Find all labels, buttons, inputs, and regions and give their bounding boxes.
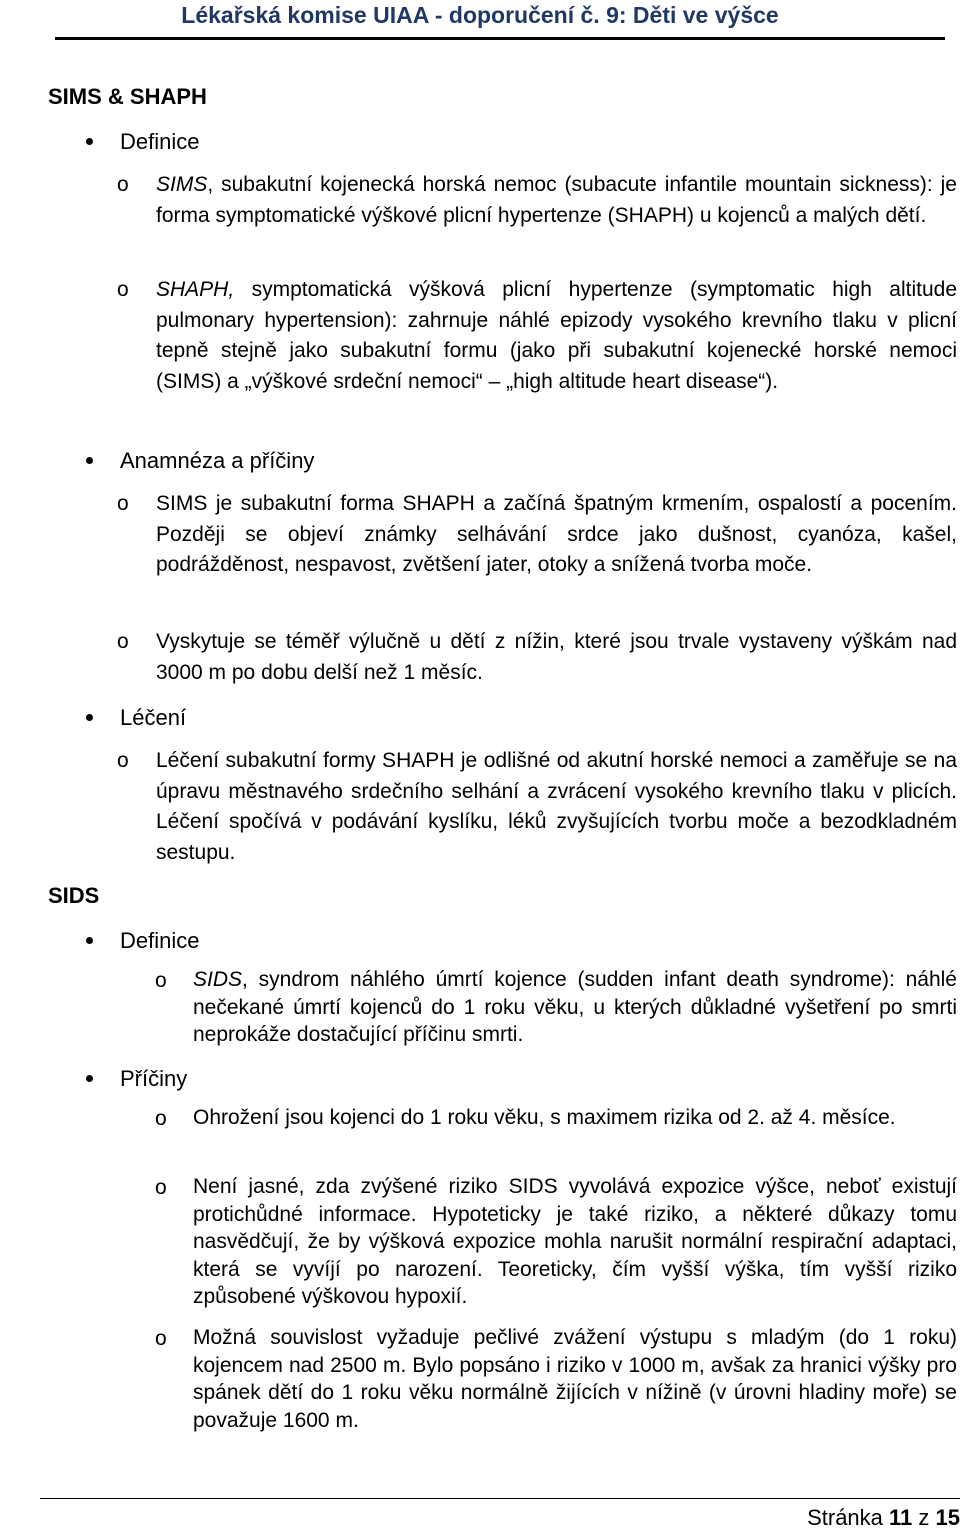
- list-item-ascent-advice: Možná souvislost vyžaduje pečlivé zvážení výstupu s mladým (do 1 roku) kojencem nad 2500 m. Bylo popsáno i riziko v 1000 m, avšak za hranici výšky pro spánek dětí do 1 roku věku normálně žijících v nížině (v úrovni hladiny moře) se považuje 1600 m.: [193, 1326, 957, 1432]
- list-marker: o: [155, 1327, 167, 1350]
- list-marker: o: [117, 278, 129, 301]
- list-marker: o: [155, 1176, 167, 1199]
- list-item-text: symptomatická výšková plicní hypertenze (symptomatic high altitude pulmonary hypertension): zahrnuje náhlé epizody vysokého krevního tlaku v plicní tepně stejně jako subakutní formu (jako při subakutní kojenecké horské nemoci (SIMS) a „výškové srdeční nemoci“ – „high altitude heart disease“).: [156, 278, 957, 393]
- list-item-sims-onset: SIMS je subakutní forma SHAPH a začíná špatným krmením, ospalostí a pocením. Později se objeví známky selhávání srdce jako dušnost, cyanóza, kašel, podrážděnost, nespavost, zvětšení jater, otoky a snížená tvorba moče.: [156, 492, 957, 576]
- footer-divider: [40, 1498, 960, 1499]
- list-item-shaph-definition: [156, 275, 957, 397]
- list-item-treatment: Léčení subakutní formy SHAPH je odlišné od akutní horské nemoci a zaměřuje se na úpravu městnavého srdečního selhání a zvrácení vysokého krevního tlaku v plicích. Léčení spočívá v podávání kyslíku, léků zvyšujících tvorbu moče a bezodkladném sestupu.: [156, 749, 957, 864]
- bullet-icon: [86, 714, 93, 721]
- bullet-label-anamneza: Anamnéza a příčiny: [120, 448, 315, 473]
- page-number-separator: z: [912, 1505, 936, 1530]
- page-number-prefix: Stránka: [807, 1505, 890, 1530]
- list-item-risk-age: Ohrožení jsou kojenci do 1 roku věku, s maximem rizika od 2. až 4. měsíce.: [193, 1106, 896, 1129]
- list-item-text: , syndrom náhlého úmrtí kojence (sudden infant death syndrome): náhlé nečekané úmrtí kojenců do 1 roku věku, u kterých důkladné vyšetření po smrti neprokáže dostačující příčinu smrti.: [193, 968, 957, 1046]
- term-shaph: SHAPH,: [156, 278, 235, 301]
- bullet-label-definice-sids: Definice: [120, 928, 200, 953]
- term-sims: SIMS: [156, 173, 208, 196]
- list-marker: o: [155, 1107, 167, 1130]
- bullet-label-priciny: Příčiny: [120, 1066, 188, 1091]
- bullet-icon: [86, 1075, 93, 1082]
- list-marker: o: [155, 969, 167, 992]
- bullet-icon: [86, 937, 93, 944]
- list-marker: o: [117, 749, 129, 772]
- header-divider: [55, 37, 945, 40]
- list-item-sids-definition: [193, 966, 957, 1049]
- list-item-sims-definition: [156, 170, 957, 231]
- section-heading-sids: SIDS: [48, 883, 100, 908]
- page-number: [807, 1505, 960, 1531]
- current-page: 11: [889, 1505, 913, 1530]
- bullet-icon: [86, 457, 93, 464]
- term-sids: SIDS: [193, 968, 243, 991]
- list-item-text: , subakutní kojenecká horská nemoc (subacute infantile mountain sickness): je forma symptomatické výškové plicní hypertenze (SHAPH) u kojenců a malých dětí.: [156, 173, 957, 227]
- list-item-altitude-exposure: Není jasné, zda zvýšené riziko SIDS vyvolává expozice výšce, neboť existují protichůdné informace. Hypoteticky je také riziko, a některé důkazy tomu nasvědčují, že by výšková expozice mohla narušit normální respirační adaptaci, která se vyvíjí po narození. Teoreticky, čím vyšší výška, tím vyšší riziko způsobené výškovou hypoxií.: [193, 1175, 957, 1308]
- page-header-title: Lékařská komise UIAA - doporučení č. 9: Děti ve výšce: [181, 2, 779, 28]
- list-marker: o: [117, 173, 129, 196]
- list-marker: o: [117, 492, 129, 515]
- section-heading-sims: SIMS & SHAPH: [48, 84, 207, 109]
- bullet-icon: [86, 138, 93, 145]
- bullet-label-leceni: Léčení: [120, 705, 187, 730]
- list-marker: o: [117, 630, 129, 653]
- total-pages: 15: [935, 1505, 960, 1530]
- bullet-label-definice: Definice: [120, 129, 200, 154]
- list-item-lowland-children: Vyskytuje se téměř výlučně u dětí z nížin, které jsou trvale vystaveny výškám nad 3000 m po dobu delší než 1 měsíc.: [156, 630, 957, 684]
